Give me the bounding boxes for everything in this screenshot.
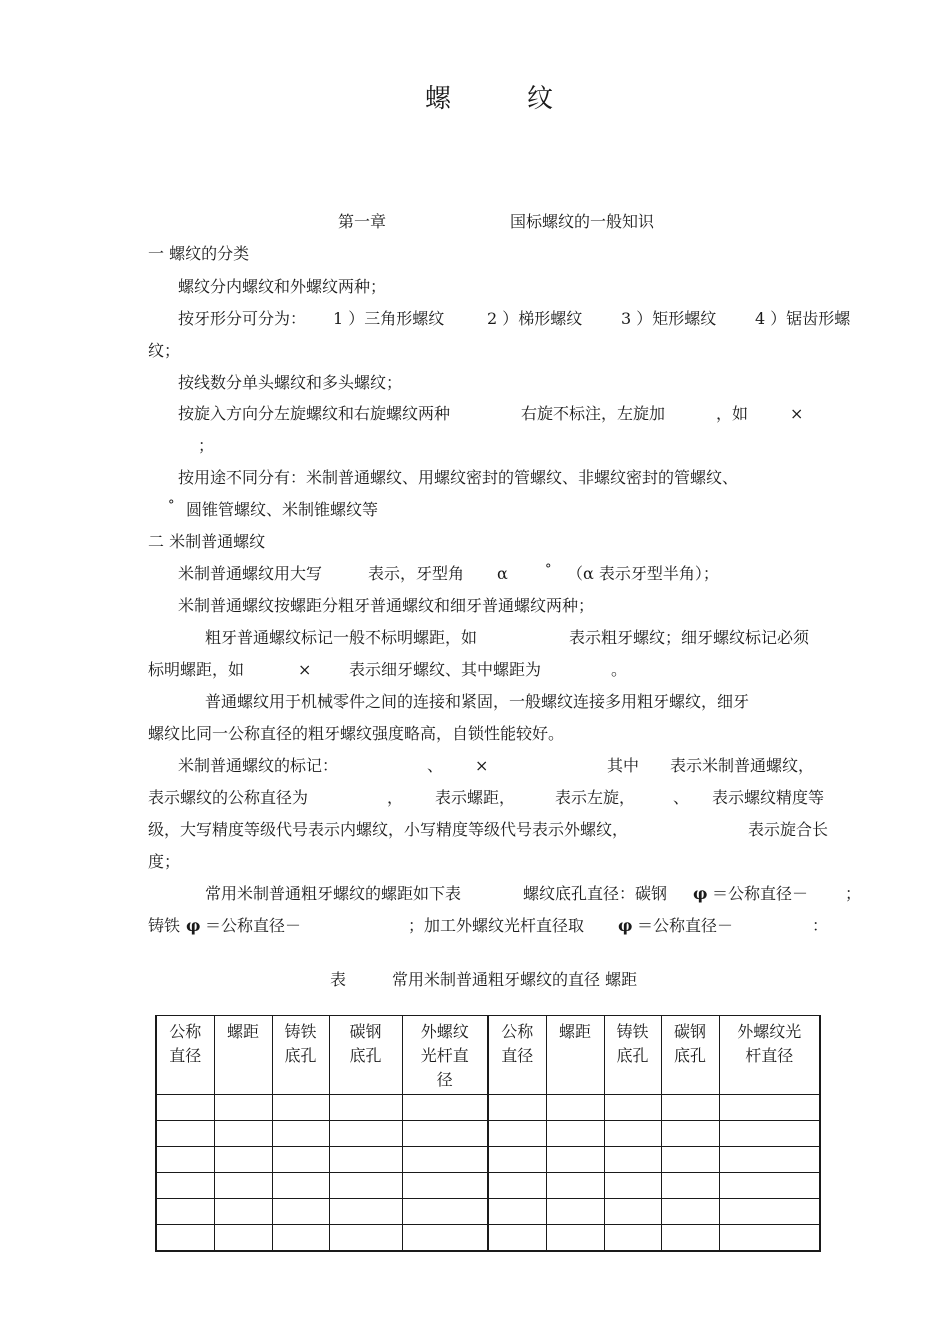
text-fragment: 纹； xyxy=(148,341,181,360)
paragraph: 按用途不同分有：米制普通螺纹、用螺纹密封的管螺纹、非螺纹密封的管螺纹、 xyxy=(178,468,739,487)
table-row xyxy=(156,1199,820,1225)
paragraph: 米制普通螺纹按螺距分粗牙普通螺纹和细牙普通螺纹两种； xyxy=(178,596,595,615)
table-cell xyxy=(604,1225,661,1252)
table-cell xyxy=(604,1147,661,1173)
table-caption: 常用米制普通粗牙螺纹的直径 螺距 xyxy=(392,970,638,989)
table-header-text: 底孔 xyxy=(616,1046,649,1065)
paragraph: 螺纹比同一公称直径的粗牙螺纹强度略高，自锁性能较好。 xyxy=(148,724,565,743)
table-cell xyxy=(329,1121,402,1147)
paragraph: 米制普通螺纹用大写 xyxy=(178,564,323,583)
doc-title-char-1: 螺 xyxy=(425,84,452,114)
text-fragment: 其中 xyxy=(607,756,640,775)
table-cell xyxy=(402,1173,488,1199)
doc-title-char-2: 纹 xyxy=(527,84,554,114)
table-header-text: 底孔 xyxy=(349,1046,382,1065)
text-fragment: ； xyxy=(198,436,215,455)
table-cell xyxy=(214,1147,272,1173)
text-fragment: 表示左旋， xyxy=(555,788,636,807)
table-header-row xyxy=(156,1016,820,1095)
paragraph: 粗牙普通螺纹标记一般不标明螺距，如 xyxy=(205,628,478,647)
table-cell xyxy=(546,1095,604,1121)
table-header-text: 公称 xyxy=(501,1022,534,1041)
table-header-cell xyxy=(156,1016,214,1095)
table-header-cell xyxy=(661,1016,719,1095)
table-cell xyxy=(546,1173,604,1199)
table-cell xyxy=(156,1121,214,1147)
table-cell xyxy=(488,1173,546,1199)
table-header-text: 碳钢 xyxy=(349,1022,382,1041)
table-cell xyxy=(719,1095,820,1121)
paragraph: 常用米制普通粗牙螺纹的螺距如下表 xyxy=(205,884,462,903)
table-header-text: 碳钢 xyxy=(673,1022,706,1041)
table-header-cell xyxy=(272,1016,329,1095)
table-cell xyxy=(546,1199,604,1225)
table-header-cell xyxy=(719,1016,820,1095)
table-cell xyxy=(661,1147,719,1173)
table-cell xyxy=(402,1147,488,1173)
table-row xyxy=(156,1173,820,1199)
table-header-cell xyxy=(604,1016,661,1095)
text-fragment: 标明螺距，如 xyxy=(148,660,245,679)
table-cell xyxy=(719,1121,820,1147)
table-cell xyxy=(604,1199,661,1225)
text-fragment: 表示旋合长 xyxy=(748,820,829,839)
table-cell xyxy=(604,1095,661,1121)
phi-symbol: φ xyxy=(693,884,708,903)
table-header-text: 直径 xyxy=(501,1046,534,1065)
table-header-text: 直径 xyxy=(169,1046,202,1065)
table-header-text: 外螺纹光 xyxy=(737,1022,802,1041)
text-fragment: 级，大写精度等级代号表示内螺纹，小写精度等级代号表示外螺纹， xyxy=(148,820,629,839)
paragraph: 米制普通螺纹的标记： xyxy=(178,756,339,775)
table-row xyxy=(156,1095,820,1121)
text-fragment: 表示细牙螺纹、其中螺距为 xyxy=(349,660,542,679)
table-cell xyxy=(546,1147,604,1173)
text-fragment: 。 xyxy=(611,660,628,679)
table-header-cell xyxy=(329,1016,402,1095)
paragraph: 按线数分单头螺纹和多头螺纹； xyxy=(178,373,403,392)
chapter-title: 国标螺纹的一般知识 xyxy=(510,212,655,231)
table-cell xyxy=(661,1199,719,1225)
text-fragment: × xyxy=(790,404,804,423)
table-cell xyxy=(661,1095,719,1121)
text-fragment: （α 表示牙型半角）； xyxy=(567,564,719,583)
table-header-text: 径 xyxy=(436,1070,453,1089)
table-row xyxy=(156,1147,820,1173)
table-cell xyxy=(719,1147,820,1173)
table-cell xyxy=(329,1199,402,1225)
table-cell xyxy=(272,1225,329,1252)
text-fragment: ； xyxy=(845,884,862,903)
text-fragment: 、 xyxy=(673,788,690,807)
table-cell xyxy=(214,1199,272,1225)
table-cell xyxy=(156,1095,214,1121)
paragraph: 按旋入方向分左旋螺纹和右旋螺纹两种 xyxy=(178,404,451,423)
section-heading: 一 螺纹的分类 xyxy=(148,244,250,263)
table-header-cell xyxy=(488,1016,546,1095)
paragraph: 螺纹分内螺纹和外螺纹两种； xyxy=(178,277,387,296)
table-cell xyxy=(329,1095,402,1121)
phi-symbol: φ xyxy=(618,916,633,935)
text-fragment: ＝公称直径－ xyxy=(637,916,734,935)
table-cell xyxy=(661,1121,719,1147)
table-header-text: 螺距 xyxy=(558,1022,591,1041)
chapter-number: 第一章 xyxy=(338,212,387,231)
table-cell xyxy=(402,1095,488,1121)
table-cell xyxy=(604,1121,661,1147)
table-cell xyxy=(214,1173,272,1199)
text-fragment: 3 ）矩形螺纹 xyxy=(621,309,717,328)
table-cell xyxy=(488,1121,546,1147)
paragraph: 普通螺纹用于机械零件之间的连接和紧固，一般螺纹连接多用粗牙螺纹，细牙 xyxy=(205,692,750,711)
text-fragment: 4 ）锯齿形螺 xyxy=(755,309,851,328)
table-header-cell xyxy=(546,1016,604,1095)
table-header-text: 外螺纹 xyxy=(420,1022,469,1041)
text-fragment: ，如 xyxy=(716,404,749,423)
text-fragment: 表示螺纹精度等 xyxy=(712,788,825,807)
table-header-text: 底孔 xyxy=(673,1046,706,1065)
table-cell xyxy=(272,1121,329,1147)
text-fragment: 度； xyxy=(148,852,181,871)
text-fragment: ＝公称直径－ xyxy=(205,916,302,935)
text-fragment: 、 xyxy=(427,756,444,775)
table-cell xyxy=(156,1199,214,1225)
table-header-text: 铸铁 xyxy=(284,1022,317,1041)
table-cell xyxy=(156,1147,214,1173)
table-cell xyxy=(272,1147,329,1173)
text-fragment: 表示米制普通螺纹， xyxy=(670,756,815,775)
phi-symbol: φ xyxy=(186,916,201,935)
table-cell xyxy=(402,1225,488,1252)
table-cell xyxy=(604,1173,661,1199)
table-cell xyxy=(402,1199,488,1225)
text-fragment: 螺纹底孔直径：碳钢 xyxy=(523,884,668,903)
table-cell xyxy=(329,1147,402,1173)
text-fragment: 表示螺纹的公称直径为 xyxy=(148,788,309,807)
table-row xyxy=(156,1121,820,1147)
text-fragment: 铸铁 xyxy=(148,916,181,935)
table-cell xyxy=(214,1095,272,1121)
table-header-text: 螺距 xyxy=(226,1022,259,1041)
table-cell xyxy=(272,1095,329,1121)
table-cell xyxy=(488,1199,546,1225)
text-fragment: 圆锥管螺纹、米制锥螺纹等 xyxy=(186,500,379,519)
text-fragment: × xyxy=(475,756,489,775)
text-fragment: 表示螺距， xyxy=(435,788,516,807)
table-header-text: 杆直径 xyxy=(745,1046,794,1065)
table-header-cell xyxy=(402,1016,488,1095)
text-fragment: ： xyxy=(812,916,829,935)
text-fragment: ， xyxy=(387,788,404,807)
table-cell xyxy=(272,1199,329,1225)
text-fragment: ；加工外螺纹光杆直径取 xyxy=(408,916,585,935)
table-cell xyxy=(661,1225,719,1252)
text-fragment: × xyxy=(298,660,312,679)
table-caption-label: 表 xyxy=(330,970,347,989)
text-fragment: ° xyxy=(545,562,552,577)
table-cell xyxy=(488,1147,546,1173)
table-header-text: 光杆直 xyxy=(420,1046,469,1065)
table-cell xyxy=(402,1121,488,1147)
paragraph: 按牙形分可分为： xyxy=(178,309,307,328)
table-header-cell xyxy=(214,1016,272,1095)
table-cell xyxy=(214,1225,272,1252)
table-cell xyxy=(488,1225,546,1252)
table-cell xyxy=(329,1173,402,1199)
table-cell xyxy=(719,1225,820,1252)
table-cell xyxy=(488,1095,546,1121)
text-fragment: ＝公称直径－ xyxy=(712,884,809,903)
table-cell xyxy=(156,1173,214,1199)
table-cell xyxy=(546,1225,604,1252)
thread-spec-table xyxy=(155,1015,821,1252)
text-fragment: 表示，牙型角 xyxy=(368,564,465,583)
text-fragment: 2 ）梯形螺纹 xyxy=(487,309,583,328)
table-cell xyxy=(719,1199,820,1225)
table-cell xyxy=(329,1225,402,1252)
table-cell xyxy=(156,1225,214,1252)
table-cell xyxy=(272,1173,329,1199)
table-header-text: 公称 xyxy=(169,1022,202,1041)
table-row xyxy=(156,1225,820,1252)
text-fragment: 表示粗牙螺纹；细牙螺纹标记必须 xyxy=(569,628,810,647)
table-header-text: 底孔 xyxy=(284,1046,317,1065)
text-fragment: 右旋不标注，左旋加 xyxy=(521,404,666,423)
table-cell xyxy=(214,1121,272,1147)
table-header-text: 铸铁 xyxy=(616,1022,649,1041)
table-cell xyxy=(661,1173,719,1199)
table-cell xyxy=(719,1173,820,1199)
section-heading: 二 米制普通螺纹 xyxy=(148,532,266,551)
table-cell xyxy=(546,1121,604,1147)
text-fragment: α xyxy=(497,564,508,583)
text-fragment: ° xyxy=(168,498,175,513)
text-fragment: 1 ）三角形螺纹 xyxy=(333,309,445,328)
